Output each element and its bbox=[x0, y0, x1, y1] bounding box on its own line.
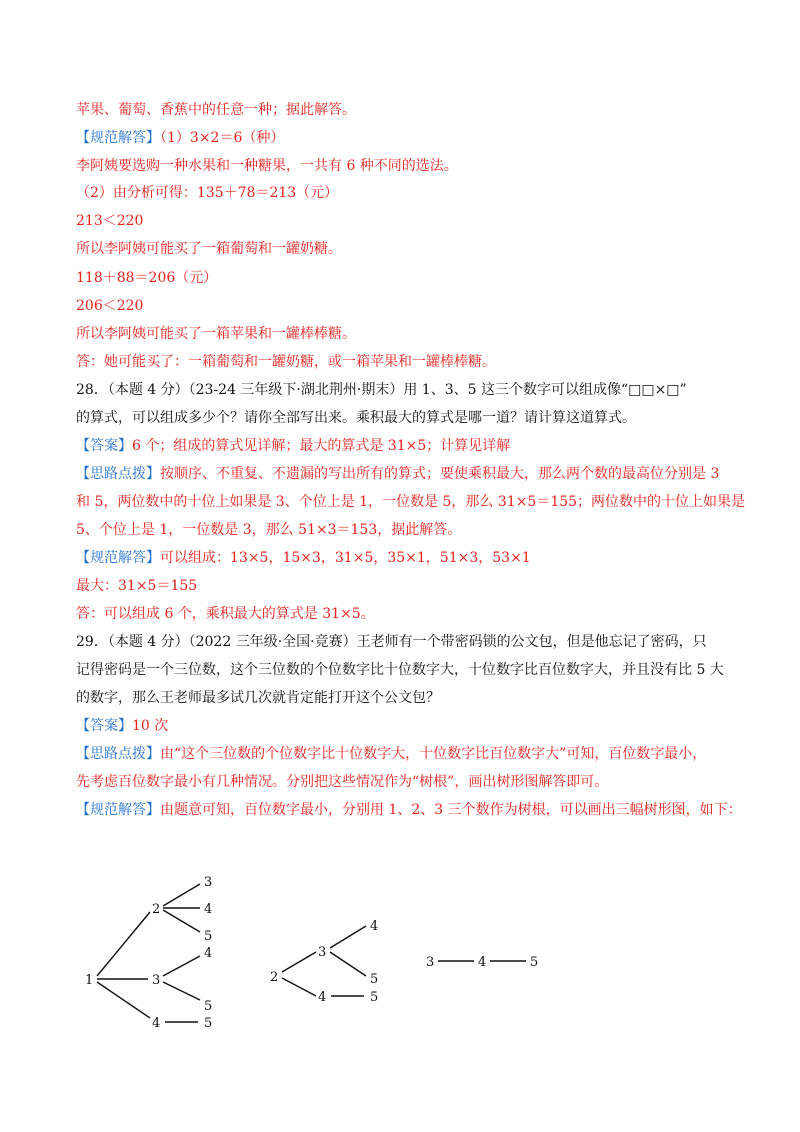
tree2-root: 2 bbox=[270, 970, 279, 985]
tree1-edge bbox=[163, 884, 200, 906]
line-text: 所以李阿姨可能买了一箱苹果和一罐棒棒糖。 bbox=[76, 326, 356, 342]
line-text: 最大：31×5＝155 bbox=[76, 578, 198, 594]
section-tag: 【思路点拨】 bbox=[76, 746, 160, 762]
tree1-edge bbox=[97, 912, 150, 976]
line-text: 按顺序、不重复、不遗漏的写出所有的算式；要使乘积最大，那么两个数的最高位分别是 3 bbox=[160, 466, 720, 482]
tree1-edge bbox=[163, 910, 200, 932]
tree2-edge bbox=[330, 926, 366, 948]
tree2-leaf: 5 bbox=[370, 972, 379, 987]
text-line bbox=[76, 211, 143, 231]
line-text: （1）3×2＝6（种） bbox=[160, 130, 285, 146]
text-line bbox=[76, 156, 458, 176]
text-line bbox=[76, 464, 719, 484]
text-line bbox=[76, 296, 143, 316]
text-line bbox=[76, 408, 636, 428]
tree3-root: 3 bbox=[426, 955, 435, 970]
text-line bbox=[76, 128, 284, 148]
text-line bbox=[76, 324, 356, 344]
text-line bbox=[76, 800, 742, 820]
text-line bbox=[76, 660, 724, 680]
tree3-leaf: 5 bbox=[530, 955, 539, 970]
text-line bbox=[76, 772, 608, 792]
text-line bbox=[76, 183, 338, 203]
line-text: 的算式，可以组成多少个？请你全部写出来。乘积最大的算式是哪一道？请计算这道算式。 bbox=[76, 410, 636, 426]
line-text: 29．（本题 4 分）（2022 三年级·全国·竞赛）王老师有一个带密码锁的公文包，但是他忘记了密码，只 bbox=[76, 634, 707, 650]
tree1-edge bbox=[163, 956, 200, 976]
tree2-edge bbox=[330, 952, 366, 976]
tree-3 bbox=[426, 955, 538, 970]
tree1-leaf: 5 bbox=[204, 929, 213, 944]
section-tag: 【思路点拨】 bbox=[76, 466, 160, 482]
line-text: 213＜220 bbox=[76, 213, 144, 229]
line-text: 6 个；组成的算式见详解；最大的算式是 31×5；计算见详解 bbox=[132, 438, 511, 454]
text-line bbox=[76, 492, 745, 512]
line-text: （2）由分析可得：135＋78＝213（元） bbox=[76, 185, 339, 201]
line-text: 记得密码是一个三位数，这个三位数的个位数字比十位数字大，十位数字比百位数字大，并且没有比 5 大 bbox=[76, 662, 724, 678]
line-text: 答：可以组成 6 个，乘积最大的算式是 31×5。 bbox=[76, 606, 375, 622]
line-text: 可以组成：13×5，15×3，31×5，35×1，51×3，53×1 bbox=[160, 550, 531, 566]
line-text: 答：她可能买了：一箱葡萄和一罐奶糖，或一箱苹果和一罐棒棒糖。 bbox=[76, 354, 496, 370]
text-line bbox=[76, 239, 342, 259]
section-tag: 【答案】 bbox=[76, 718, 132, 734]
line-text: 206＜220 bbox=[76, 298, 144, 314]
line-text: 先考虑百位数字最小有几种情况。分别把这些情况作为“树根”，画出树形图解答即可。 bbox=[76, 774, 609, 790]
line-text: 由题意可知，百位数字最小，分别用 1、2、3 三个数作为树根，可以画出三幅树形图，如下： bbox=[160, 802, 742, 818]
line-text: 的数字，那么王老师最多试几次就肯定能打开这个公文包？ bbox=[76, 690, 440, 706]
tree1-leaf: 4 bbox=[204, 902, 213, 917]
tree2-edge bbox=[282, 978, 316, 996]
line-text: 118＋88＝206（元） bbox=[76, 270, 218, 286]
tree-1 bbox=[85, 875, 212, 1031]
line-text: 5、个位上是 1，一位数是 3，那么 51×3＝153，据此解答。 bbox=[76, 522, 462, 538]
text-line bbox=[76, 380, 687, 400]
line-text: 28．（本题 4 分）（23-24 三年级下·湖北荆州·期末）用 1、3、5 这三个数字可以组成像“□□×□” bbox=[76, 382, 687, 398]
tree1-leaf: 4 bbox=[204, 946, 213, 961]
line-text: 李阿姨要选购一种水果和一种糖果，一共有 6 种不同的选法。 bbox=[76, 158, 458, 174]
text-line bbox=[76, 744, 706, 764]
line-text: 10 次 bbox=[132, 718, 169, 734]
tree2-edge bbox=[282, 952, 316, 972]
text-line bbox=[76, 716, 168, 736]
tree1-leaf: 5 bbox=[204, 1016, 213, 1031]
text-line bbox=[76, 576, 197, 596]
tree1-node: 3 bbox=[152, 973, 161, 988]
tree1-node: 2 bbox=[152, 902, 161, 917]
tree1-leaf: 5 bbox=[204, 999, 213, 1014]
text-line bbox=[76, 100, 356, 120]
tree-2 bbox=[270, 919, 378, 1005]
tree1-edge bbox=[163, 982, 200, 1000]
text-line bbox=[76, 352, 496, 372]
tree3-node: 4 bbox=[478, 955, 487, 970]
tree1-root: 1 bbox=[85, 973, 94, 988]
section-tag: 【规范解答】 bbox=[76, 802, 160, 818]
tree1-edge bbox=[97, 982, 150, 1018]
section-tag: 【规范解答】 bbox=[76, 550, 160, 566]
text-line bbox=[76, 520, 461, 540]
section-tag: 【答案】 bbox=[76, 438, 132, 454]
text-line bbox=[76, 604, 375, 624]
text-line bbox=[76, 268, 217, 288]
tree2-leaf: 4 bbox=[370, 919, 379, 934]
tree1-node: 4 bbox=[152, 1016, 161, 1031]
tree2-leaf: 5 bbox=[370, 990, 379, 1005]
text-line bbox=[76, 548, 531, 568]
text-line bbox=[76, 436, 510, 456]
tree1-leaf: 3 bbox=[204, 875, 213, 890]
line-text: 和 5，两位数中的十位上如果是 3、个位上是 1，一位数是 5，那么 31×5＝155；两位数中的十位上如果是 bbox=[76, 494, 746, 510]
section-tag: 【规范解答】 bbox=[76, 130, 160, 146]
line-text: 苹果、葡萄、香蕉中的任意一种；据此解答。 bbox=[76, 102, 356, 118]
text-line bbox=[76, 688, 440, 708]
tree2-node: 4 bbox=[318, 990, 327, 1005]
line-text: 所以李阿姨可能买了一箱葡萄和一罐奶糖。 bbox=[76, 241, 342, 257]
tree2-node: 3 bbox=[318, 945, 327, 960]
text-line bbox=[76, 632, 707, 652]
line-text: 由“这个三位数的个位数字比十位数字大，十位数字比百位数字大”可知，百位数字最小， bbox=[160, 746, 707, 762]
